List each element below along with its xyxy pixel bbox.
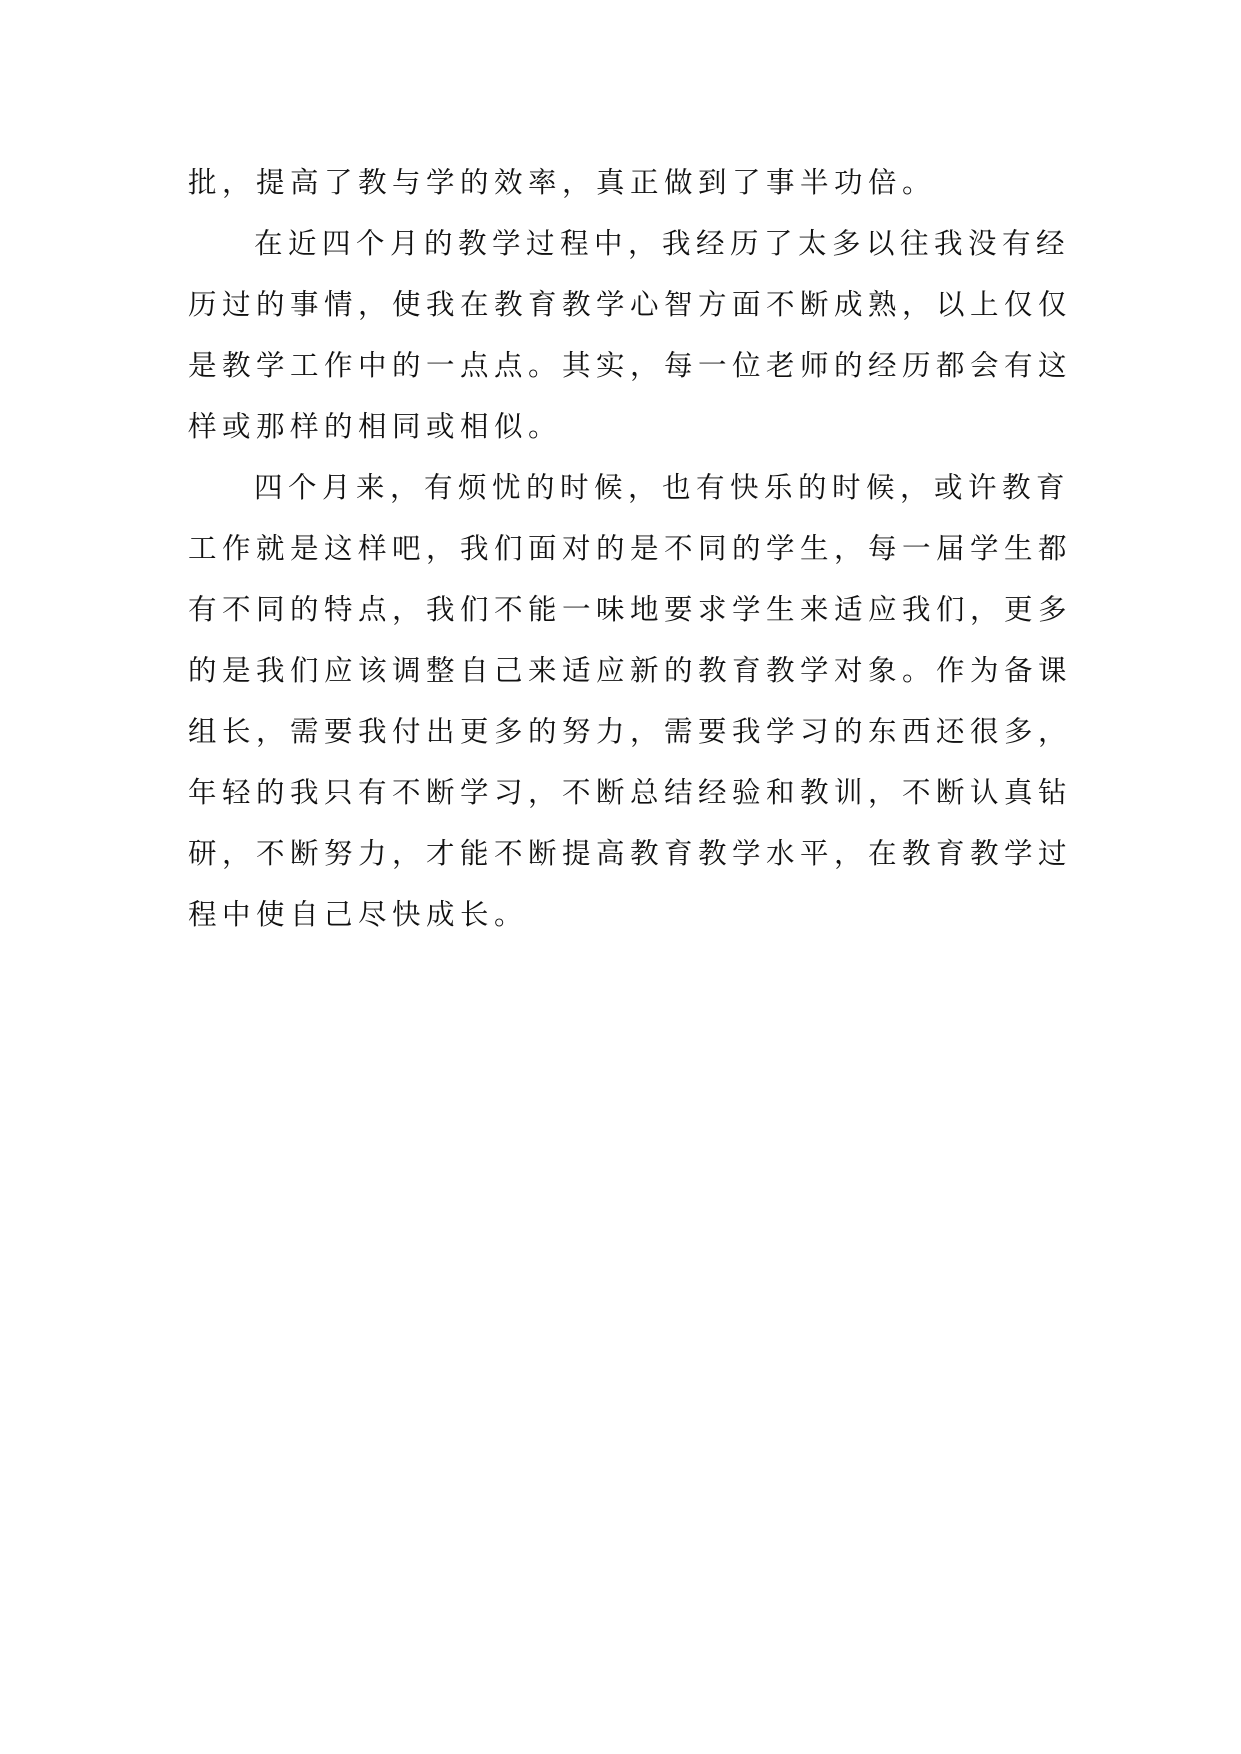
text-line: 有不同的特点，我们不能一味地要求学生来适应我们，更多 [188, 593, 1073, 626]
paragraph-2 [188, 213, 1073, 457]
document-body [188, 152, 1073, 945]
text-line: 样或那样的相同或相似。 [188, 410, 563, 443]
text-line: 年轻的我只有不断学习，不断总结经验和教训，不断认真钻 [188, 776, 1073, 809]
text-line: 研，不断努力，才能不断提高教育教学水平，在教育教学过 [188, 837, 1073, 870]
text-line: 四个月来，有烦忧的时候，也有快乐的时候，或许教育 [254, 471, 1071, 504]
paragraph-1 [188, 152, 1068, 213]
text-line: 是教学工作中的一点点。其实，每一位老师的经历都会有这 [188, 349, 1073, 382]
text-line: 组长，需要我付出更多的努力，需要我学习的东西还很多， [188, 715, 1073, 748]
text-line: 的是我们应该调整自己来适应新的教育教学对象。作为备课 [188, 654, 1073, 687]
text-line: 在近四个月的教学过程中，我经历了太多以往我没有经 [254, 227, 1071, 260]
text-line: 历过的事情，使我在教育教学心智方面不断成熟，以上仅仅 [188, 288, 1073, 321]
text-line: 工作就是这样吧，我们面对的是不同的学生，每一届学生都 [188, 532, 1073, 565]
paragraph-3 [188, 457, 1073, 945]
text-line: 程中使自己尽快成长。 [188, 898, 529, 931]
text-line: 批，提高了教与学的效率，真正做到了事半功倍。 [188, 166, 937, 199]
